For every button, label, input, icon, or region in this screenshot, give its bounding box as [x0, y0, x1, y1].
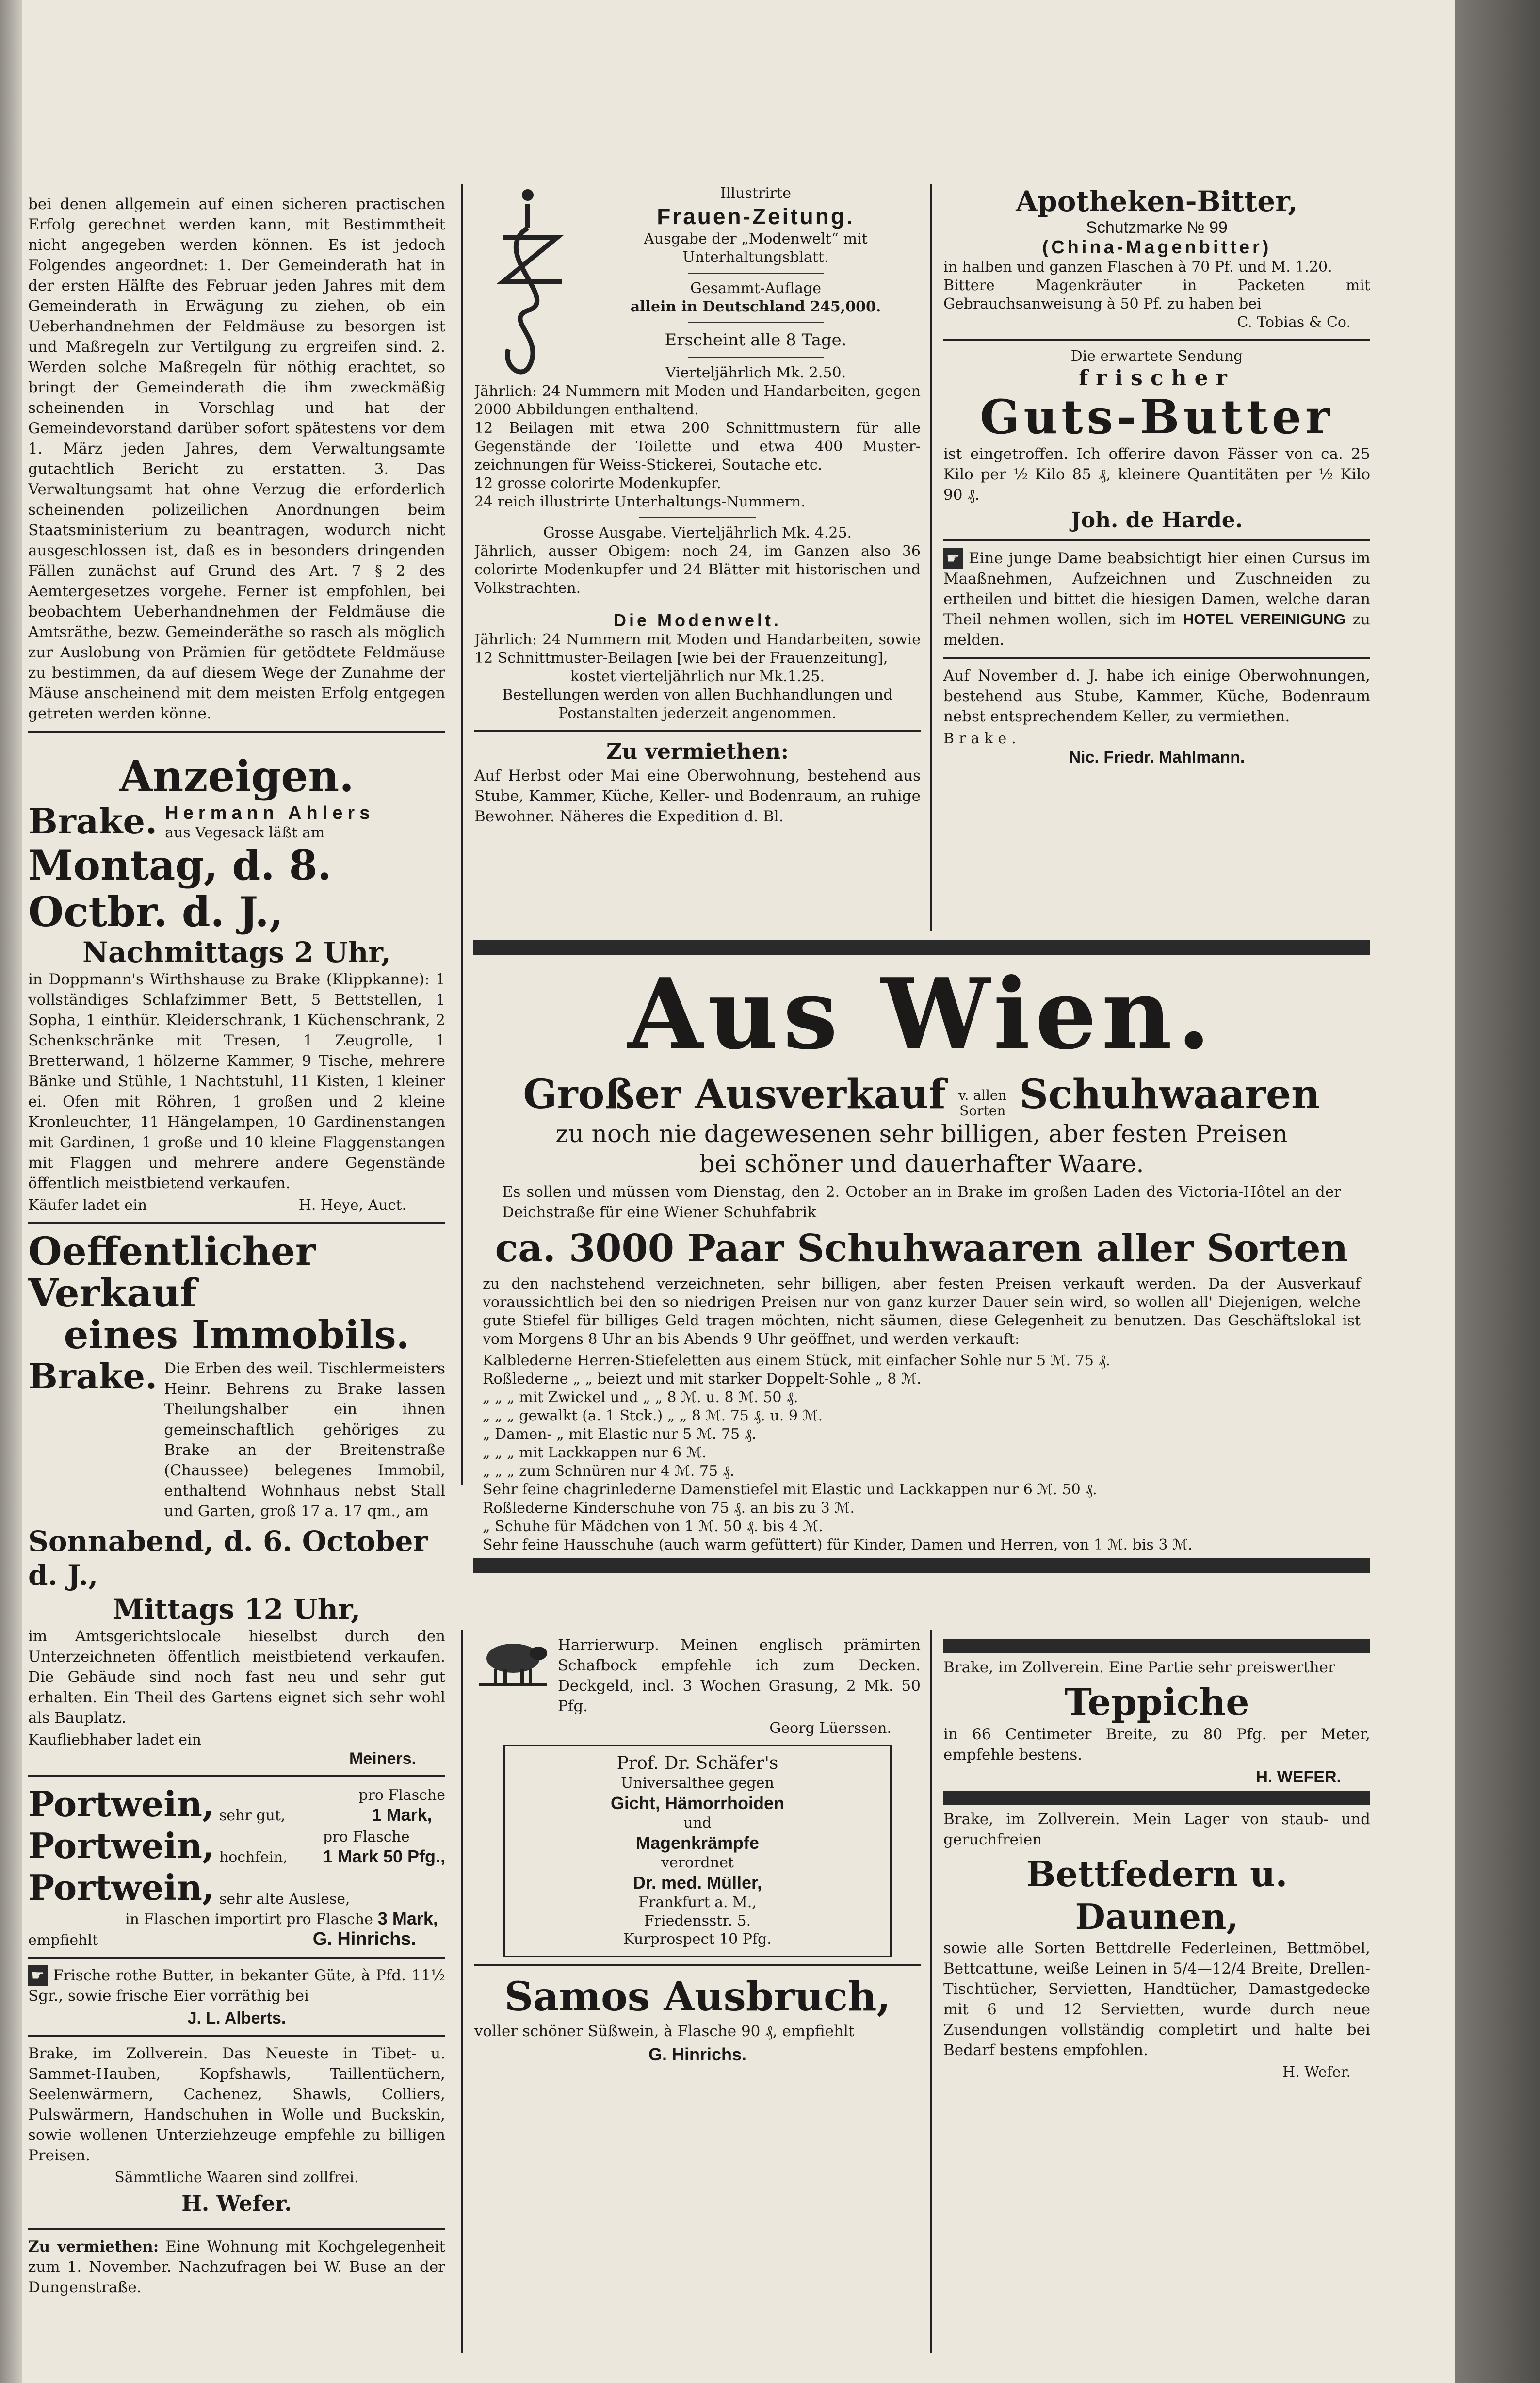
rent-left-title: Zu vermiethen:: [28, 2238, 159, 2255]
fz-head1: Illustrirte: [720, 185, 791, 202]
fz-grosse: Grosse Ausgabe. Vierteljährlich Mk. 4.25.: [543, 524, 852, 541]
carpet-sign: H. WEFER.: [1256, 1768, 1341, 1786]
wien-price-line: „ „ „ zum Schnüren nur 4 ℳ. 75 ₰.: [483, 1463, 735, 1480]
bitter-body-2: Bittere Magenkräuter in Packeten mit Gebrauchsanweisung à 50 Pf. zu haben bei: [943, 277, 1370, 312]
portwein-sign-right: G. Hinrichs.: [312, 1929, 416, 1949]
samos-sign: G. Hinrichs.: [648, 2044, 747, 2064]
frauen-zeitung-ad: [474, 184, 921, 723]
course-hotel: HOTEL VEREINIGUNG: [1183, 611, 1345, 628]
rule: [28, 1957, 445, 1959]
aus-wien-ad: [473, 936, 1370, 1620]
rent-ad-middle: [474, 738, 921, 827]
bed-body-2: sowie alle Sorten Bettdrelle Federleinen, Bettmöbel, Bettcattune, weiße Leinen in 5/4—12/4 Breite, Drellen-Tischtücher, Servietten, Handtücher, Damastgedecke mit 6 und 12 Servietten, wurde durch neue Zusendungen vollständig completirt und halte bei Bedarf bestens empfohlen.: [943, 1940, 1370, 2059]
lower-right-column: [943, 1635, 1370, 2353]
wien-line5: ca. 3000 Paar Schuhwaaren aller Sorten: [495, 1226, 1348, 1271]
bitter-sub: (China-Magenbitter): [1042, 237, 1272, 258]
course-body: Eine junge Dame beabsichtigt hier einen Cursus im Maaßnehmen, Aufzeichnen und Zuschneiden zu ertheilen und bittet die hiesigen Damen, welche daran Theil nehmen wollen, sich im: [943, 550, 1370, 628]
portwein-word: Portwein,: [28, 1867, 214, 1908]
wefer-goods-ad: [28, 2043, 445, 2221]
bedding-ad: [943, 1809, 1370, 2082]
wien-price-line: Sehr feine Hausschuhe (auch warm gefüttert) für Kinder, Damen und Herren, von 1 ℳ. bis 3 ℳ.: [483, 1536, 1193, 1553]
wien-price-line: Kalbleder​ne Herren-Stiefeletten aus einem Stück, mit einfacher Sohle nur 5 ℳ. 75 ₰.: [483, 1352, 1110, 1369]
auction-body: in Doppmann's Wirthshause zu Brake (Klippkanne): 1 vollständiges Schlafzimmer Bett, 5 Bettstellen, 1 Sopha, 1 einthür. Kleiderschrank, 1 Küchenschrank, 2 Schenkschränke mit Tresen, 1 Zeugrolle, 1 Bretterwand, 1 hölzerne Kammer, 9 Tische, mehrere Bänke und Stühle, 1 Nachtstuhl, 11 Kisten, 1 kleiner ei. Ofen mit Röhren, 1 großen und 2 kleine Kronleuchter, 11 Hängelampen, 10 Gardinenstangen mit Gardinen, 1 große und 10 kleine Flaggenstangen mit Flaggen und mehrere andere Gegenstände öffentlich meistbietend verkaufen.: [28, 971, 445, 1192]
sewing-course-ad: [943, 548, 1370, 650]
wien-price-line: „ Schuhe für Mädchen von 1 ℳ. 50 ₰. bis 4 ℳ.: [483, 1518, 823, 1535]
portwein-line: [28, 1867, 445, 1909]
rule-bar: [473, 940, 1370, 955]
fz-modenwelt-title: Die Modenwelt.: [613, 610, 782, 630]
bed-body: Brake, im Zollverein. Mein Lager von staub- und geruchfreien: [943, 1811, 1370, 1848]
wien-line1-a: Großer Ausverkauf: [523, 1071, 946, 1118]
portwein-grade: hochfein,: [219, 1849, 288, 1866]
auction-date: Montag, d. 8. Octbr. d. J.,: [28, 841, 332, 936]
fz-grosse-body: Jährlich, ausser Obigem: noch 24, im Ganzen also 36 colorirte Modenkupfer und 24 Blätter mit historischen und Volkstrachten.: [474, 543, 921, 597]
wien-body: zu den nachstehend verzeichneten, sehr billigen, aber festen Preisen verkauft werden. Da der Ausverkauf voraussichtlich bei den so niedrigen Preisen nur von ganz kurzer Dauer sein wird, so wollen all' Diejenigen, welche gute Stiefel für billiges Geld tragen möchten, nicht säumen, diese Gelegenheit zu benutzen. Das Geschäftslokal ist vom Morgens 8 Uhr an bis Abends 9 Uhr geöffnet, und werden verkauft:: [483, 1275, 1361, 1348]
portwein-grade: sehr gut,: [219, 1807, 286, 1824]
property-sale-ad: [28, 1230, 445, 1768]
tea-ad-frame: [503, 1745, 892, 1957]
fz-head2: Frauen-Zeitung.: [657, 204, 855, 229]
butter-intro: Die erwartete Sendung: [1070, 348, 1243, 365]
rule: [688, 273, 824, 274]
fz-orders: Bestellungen werden von allen Buchhandlungen und Postanstalten jederzeit angenommen.: [502, 686, 893, 722]
wien-price-line: „ „ „ mit Zwickel und „ „ 8 ℳ. u. 8 ℳ. 50 ₰.: [483, 1389, 798, 1406]
rule: [28, 1222, 445, 1224]
rooms-ad: [943, 666, 1370, 767]
tea-line: Universalthee gegen: [621, 1775, 774, 1792]
butter-sign: Joh. de Harde.: [1070, 508, 1243, 533]
carpet-body-2: in 66 Centimeter Breite, zu 80 Pfg. per Meter, empfehle bestens.: [943, 1726, 1370, 1763]
tea-line: Frankfurt a. M.,: [638, 1894, 757, 1911]
auction-time: Nachmittags 2 Uhr,: [82, 936, 391, 969]
carpet-ad: [943, 1657, 1370, 1787]
carpet-title: Teppiche: [1064, 1681, 1249, 1724]
fz-modenwelt-price: kostet vierteljährlich nur Mk.1.25.: [570, 668, 825, 685]
portwein-word: Portwein,: [28, 1825, 214, 1866]
property-body: Die Erben des weil. Tischlermeisters Heinr. Behrens zu Brake lassen Theilungshalber ein ihnen gemeinschaftlich gehöriges zu Brake an der Breitenstraße (Chaussee) belegenes Immobil, enthaltend Wohnhaus nebst Stall und Garten, groß 17 a. 17 qm., am: [164, 1360, 445, 1520]
fz-run2: allein in Deutschland 245,000.: [630, 298, 881, 315]
fz-content-line: 24 reich illustrirte Unterhaltungs-Nummern.: [474, 493, 806, 510]
butter-title: Guts-Butter: [980, 390, 1334, 444]
rule: [474, 1964, 921, 1966]
tea-line: verordnet: [661, 1854, 734, 1871]
rule: [28, 731, 445, 733]
wien-price-line: Roßlederne „ „ beiezt und mit starker Doppelt-Sohle „ 8 ℳ.: [483, 1371, 922, 1387]
wefer-goods-body: Brake, im Zollverein. Das Neueste in Tibet- u. Sammet-Hauben, Kopfshawls, Taillentüchern, Seelenwärmern, Cachenez, Shawls, Colliers, Pulswärmern, Handschuhen in Wolle und Buckskin, sowie wollenen Unterziehzeuge empfehle zu billigen Preisen.: [28, 2045, 445, 2164]
rule: [943, 339, 1370, 341]
column-middle: [474, 184, 921, 931]
property-title-1: Oeffentlicher Verkauf: [28, 1228, 316, 1316]
rule: [28, 2228, 445, 2230]
portwein-unit: pro Flasche: [323, 1828, 410, 1845]
column-rule-1: [461, 184, 463, 1485]
rent-middle-body: Auf Herbst oder Mai eine Oberwohnung, bestehend aus Stube, Kammer, Küche, Keller- und Bodenraum, an ruhige Bewohner. Näheres die Expedition d. Bl.: [474, 767, 921, 825]
butter-eggs-ad: [28, 1965, 445, 2028]
wien-price-line: Sehr feine chagrinlederne Damenstiefel mit Elastic und Lackkappen nur 6 ℳ. 50 ₰.: [483, 1481, 1097, 1498]
ram-sign: Georg Lüerssen.: [769, 1720, 892, 1737]
bitter-sign: C. Tobias & Co.: [1237, 314, 1351, 331]
page-fold-shadow: [0, 0, 22, 2383]
butter-adj: frischer: [1079, 366, 1235, 391]
carpet-body: Brake, im Zollverein. Eine Partie sehr preiswerther: [943, 1659, 1335, 1676]
portwein-ad: [28, 1783, 445, 1950]
column-rule-2: [930, 184, 932, 931]
wien-line1-small: v. allen Sorten: [958, 1087, 1007, 1119]
auction-name: Hermann Ahlers: [165, 803, 375, 823]
page-edge-shadow: [1455, 0, 1540, 2383]
wien-price-line: Roßlederne Kinderschuhe von 75 ₰. an bis zu 3 ℳ.: [483, 1500, 855, 1517]
rent-middle-title: Zu vermiethen:: [606, 739, 789, 764]
sheep-icon: [474, 1635, 552, 1688]
column-left: [28, 194, 445, 2358]
rule: [28, 1775, 445, 1777]
fz-run1: Gesammt-Auflage: [690, 280, 821, 297]
fz-content-line: 12 grosse colorirte Modenkupfer.: [474, 475, 721, 492]
tea-line: Prof. Dr. Schäfer's: [616, 1753, 778, 1773]
property-body-2: im Amtsgerichtslocale hieselbst durch den Unterzeichneten öffentlich meistbietend verkaufen. Die Gebäude sind noch fast neu und sehr gut erhalten. Ein Theil des Gartens eignet sich sehr wohl als Bauplatz.: [28, 1628, 445, 1727]
column-rule-2b: [930, 1630, 932, 2353]
course-tail: zu melden.: [943, 611, 1370, 649]
property-sign-right: Meiners.: [349, 1749, 416, 1768]
bitter-ad: [943, 184, 1370, 332]
wien-price-line: „ „ „ mit Lackkappen nur 6 ℳ.: [483, 1444, 707, 1461]
column-rule-1b: [461, 1630, 463, 2353]
portwein-price: 1 Mark,: [372, 1805, 432, 1825]
wien-line4: Es sollen und müssen vom Dienstag, den 2. October an in Brake im großen Laden des Victoria-Hôtel an der Deichstraße für eine Wiener Schuhfabrik: [502, 1183, 1341, 1221]
jz-monogram-logo: [474, 184, 586, 378]
rule-bar: [473, 1558, 1370, 1573]
portwein-price: 3 Mark,: [377, 1909, 438, 1928]
fz-freq: Erscheint alle 8 Tage.: [665, 330, 847, 350]
auction-sign-right: H. Heye, Auct.: [298, 1197, 406, 1214]
rule: [943, 657, 1370, 659]
wien-line1-b: Schuhwaaren: [1019, 1071, 1320, 1118]
rule: [474, 730, 921, 732]
portwein-unit: pro Flasche: [358, 1787, 445, 1804]
fz-modenwelt-body: Jährlich: 24 Nummern mit Moden und Handarbeiten, sowie 12 Schnittmuster-Beilagen [wie bei der Frauenzeitung],: [474, 631, 921, 667]
rule-bar: [943, 1639, 1370, 1653]
wien-line2: zu noch nie dagewesenen sehr billigen, aber festen Preisen: [555, 1120, 1288, 1148]
bitter-body: in halben und ganzen Flaschen à 70 Pf. und M. 1.20.: [943, 259, 1332, 276]
rule: [639, 517, 756, 518]
rule: [688, 322, 824, 323]
wien-price-line: „ Damen- „ mit Elastic nur 5 ℳ. 75 ₰.: [483, 1426, 757, 1443]
portwein-grade: sehr alte Auslese,: [219, 1891, 350, 1908]
property-date: Sonnabend, d. 6. October d. J.,: [28, 1525, 428, 1592]
tea-line: Friedensstr. 5.: [644, 1912, 751, 1929]
wefer-goods-extra: Sämmtliche Waaren sind zollfrei.: [114, 2169, 359, 2186]
bed-title: Bettfedern u. Daunen,: [1026, 1853, 1288, 1937]
anzeigen-heading: Anzeigen.: [119, 751, 354, 801]
lower-middle-column: [474, 1635, 921, 2353]
property-time: Mittags 12 Uhr,: [113, 1593, 361, 1626]
fz-price1: Vierteljährlich Mk. 2.50.: [665, 364, 846, 381]
rooms-place: Brake.: [943, 730, 1021, 747]
intro-article: bei denen allgemein auf einen sicheren practischen Erfolg gerechnet werden kann, mit Bestimmtheit nicht angegeben werden können. Es ist jedoch Folgendes angeordnet: 1. Der Gemeinderath hat in der ersten Hälfte des Februar jeden Jahres mit dem Gemeinderath in Erwägung zu ziehen, ob ein Ueberhandnehmen der Feldmäuse zu besorgen ist und Maßregeln zur Vertilgung zu ergreifen sind. 2. Werden solche Maßregeln für nöthig erachtet, so bringt der Gemeinderath die ihm zweckmäßig scheinenden in Vorschlag und hat der Gemeindevorstand darüber sofort spätestens vor dem 1. März jeden Jahres, dem Verwaltungsamte gutachtlich Bericht zu erstatten. 3. Das Verwaltungsamt hat ohne Verzug die erforderlich scheinenden polizeilichen Anordnungen beim Staatsministerium zu beantragen, wodurch nicht ausgeschlossen ist, daß es in besonders dringenden Fällen zunächst auf Grund des Art. 7 § 2 des Aemtergesetzes vorgehe. Ferner ist empfohlen, bei beobachtem Ueberhandnehmen der Feldmäuse die Amtsräthe, bezw. Gemeinderäthe so rasch als möglich zur Auslobung von Prämien für getödtete Feldmäuse zu bestimmen, da auf diesem Wege der Zunahme der Mäuse anscheinend mit dem meisten Erfolg entgegen getreten werden könne.: [28, 196, 445, 722]
portwein-sign-left: empfiehlt: [28, 1932, 98, 1949]
wien-line3: bei schöner und dauerhafter Waare.: [699, 1150, 1144, 1178]
rule: [28, 2035, 445, 2037]
samos-title: Samos Ausbruch,: [504, 1974, 891, 2020]
rule: [943, 539, 1370, 541]
portwein-word: Portwein,: [28, 1783, 214, 1825]
tea-line: und: [683, 1814, 712, 1831]
auction-intro: aus Vegesack läßt am: [165, 824, 325, 841]
auction-place: Brake.: [28, 800, 158, 842]
fz-content-line: 12 Beilagen mit etwa 200 Schnittmustern für alle Gegenstände der Toilette und etwa 400 Muster-zeichnungen für Weiss-Stickerei, Soutache etc.: [474, 420, 921, 473]
property-sign-left: Kaufliebhaber ladet ein: [28, 1731, 201, 1748]
property-title-2: eines Immobils.: [64, 1312, 410, 1357]
ram-ad: [474, 1635, 921, 1738]
portwein-line: [28, 1783, 445, 1825]
bitter-mark: Schutzmarke № 99: [1086, 218, 1228, 237]
rooms-body: Auf November d. J. habe ich einige Oberwohnungen, bestehend aus Stube, Kammer, Küche, Bodenraum nebst entsprechendem Keller, zu vermiethen.: [943, 667, 1370, 725]
wefer-goods-sign: H. Wefer.: [181, 2191, 292, 2216]
fz-head3: Ausgabe der „Modenwelt“ mit Unterhaltungsblatt.: [644, 230, 868, 266]
tea-line: Kurprospect 10 Pfg.: [623, 1931, 772, 1948]
butter-eggs-sign: J. L. Alberts.: [187, 2009, 286, 2027]
butter-eggs-body: ☛ Frische rothe Butter, in bekanter Güte, à Pfd. 11½ Sgr., sowie frische Eier vorräthig bei: [28, 1965, 445, 2006]
butter-body: ist eingetroffen. Ich offerire davon Fässer von ca. 25 Kilo per ½ Kilo 85 ₰, kleinere Quantitäten per ½ Kilo 90 ₰.: [943, 445, 1370, 504]
rent-left-body: Eine Wohnung mit Kochgelegenheit zum 1. November. Nachzufragen bei W. Buse an der Dungenstraße.: [28, 2238, 445, 2296]
ram-body: Harrierwurp. Meinen englisch prämirten Schafbock empfehle ich zum Decken. Deckgeld, incl. 3 Wochen Grasung, 2 Mk. 50 Pfg.: [558, 1636, 921, 1715]
fz-content-line: Jährlich: 24 Nummern mit Moden und Handarbeiten, gegen 2000 Abbildungen enthaltend.: [474, 383, 921, 418]
portwein-line: [28, 1825, 445, 1867]
wien-price-line: „ „ „ gewalkt (a. 1 Stck.) „ „ 8 ℳ. 75 ₰. u. 9 ℳ.: [483, 1407, 823, 1424]
samos-ad: [474, 1973, 921, 2065]
wien-title: Aus Wien.: [627, 957, 1216, 1071]
butter-ad: [943, 347, 1370, 533]
portwein-unit: in Flaschen importirt pro Flasche: [125, 1911, 373, 1928]
tea-line: Dr. med. Müller,: [632, 1873, 762, 1893]
hand-pointer-icon: ☛: [943, 548, 963, 569]
hand-pointer-icon: ☛: [28, 1965, 48, 1986]
samos-body: voller schöner Süßwein, à Flasche 90 ₰, empfiehlt: [474, 2023, 855, 2040]
auction-ad: [28, 800, 445, 1215]
rule-bar: [943, 1791, 1370, 1805]
tea-line: Magenkrämpfe: [635, 1833, 760, 1853]
column-right: [943, 184, 1370, 931]
rent-ad-left: [28, 2236, 445, 2298]
property-place: Brake.: [28, 1355, 158, 1397]
bed-sign: H. Wefer.: [1282, 2064, 1351, 2081]
rooms-sign: Nic. Friedr. Mahlmann.: [1069, 748, 1245, 767]
bitter-title: Apotheken-Bitter,: [1016, 185, 1298, 218]
rule: [688, 357, 824, 358]
portwein-price: 1 Mark 50 Pfg.,: [323, 1846, 445, 1866]
tea-line: Gicht, Hämorrhoiden: [610, 1793, 785, 1813]
auction-sign-left: Käufer ladet ein: [28, 1197, 147, 1214]
